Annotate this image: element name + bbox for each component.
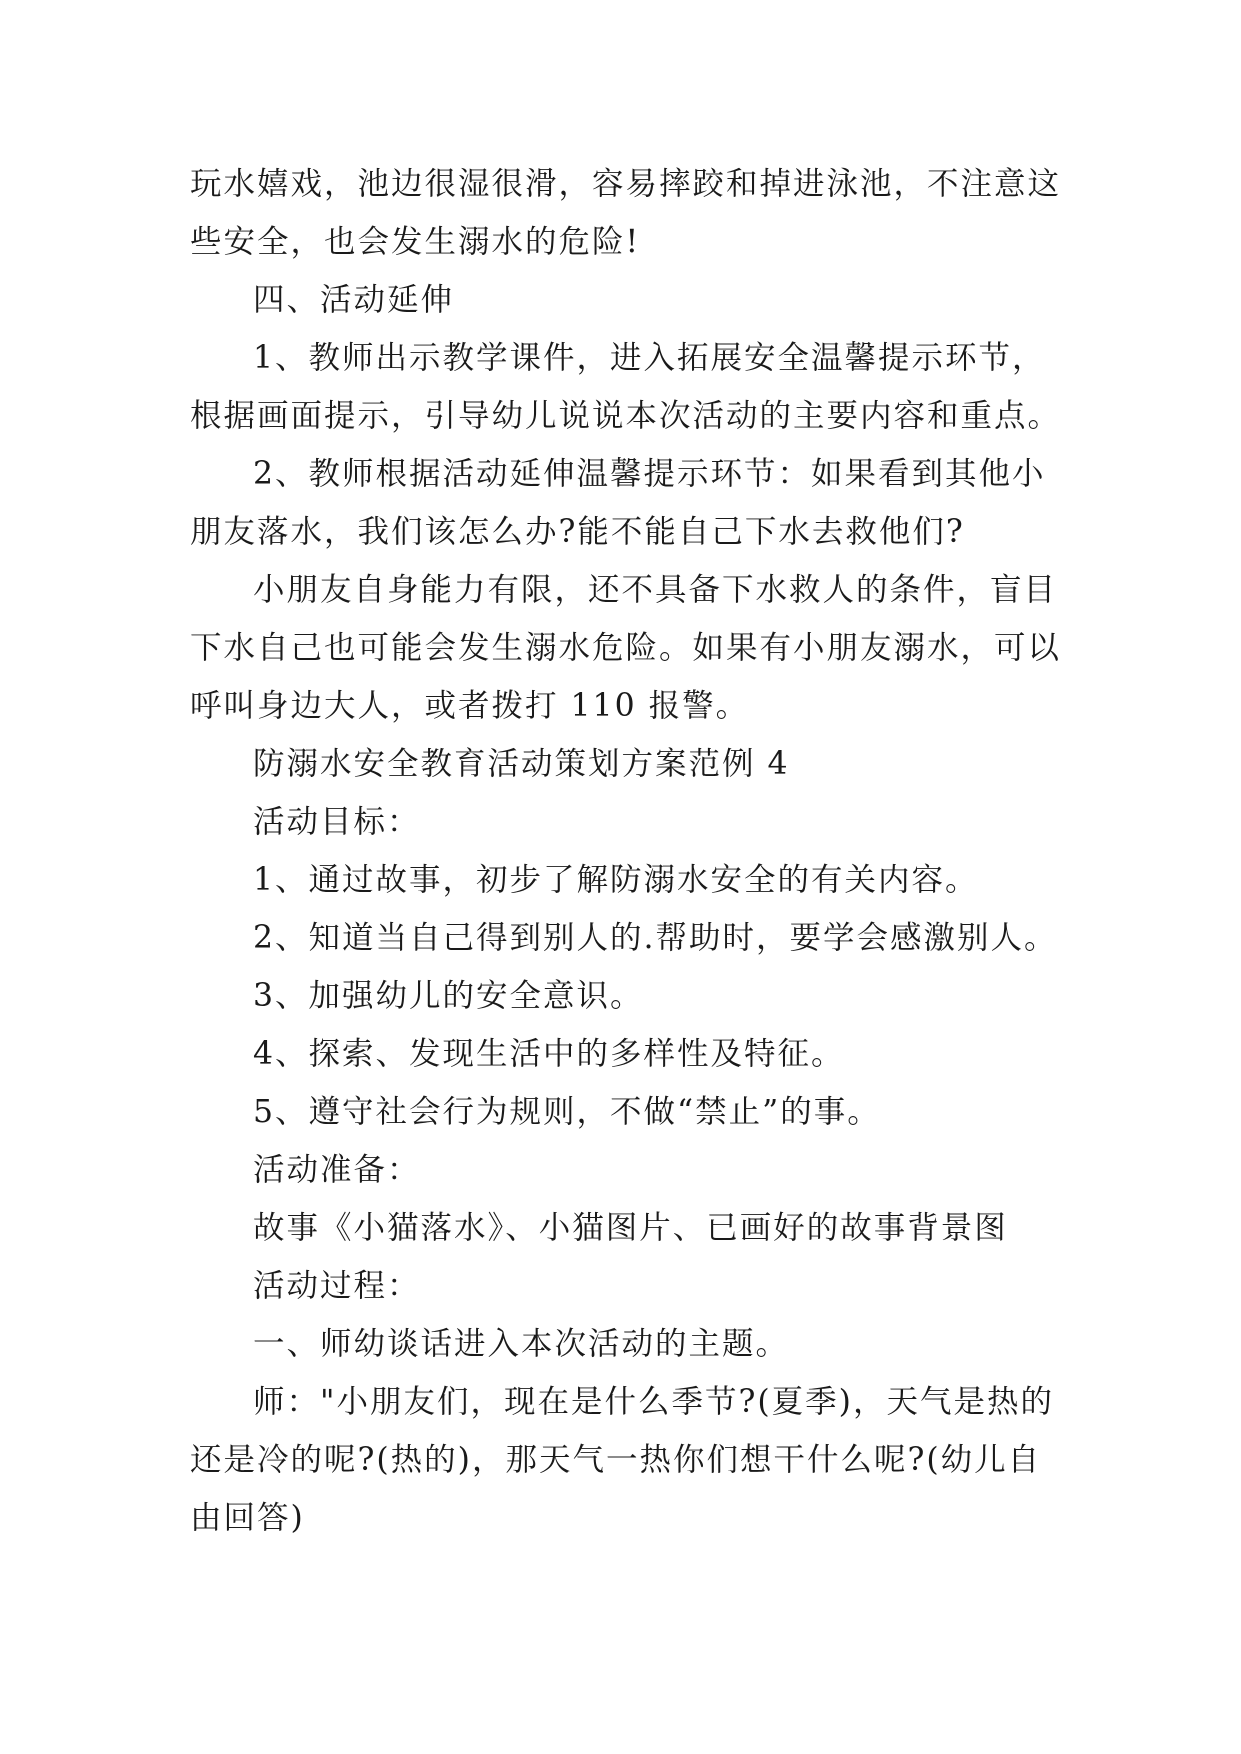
paragraph-line: 一、师幼谈话进入本次活动的主题。 — [253, 1326, 790, 1362]
paragraph-line: 呼叫身边大人，或者拨打 110 报警。 — [190, 688, 750, 724]
paragraph-line: 还是冷的呢?(热的)，那天气一热你们想干什么呢?(幼儿自 — [190, 1442, 1042, 1478]
paragraph-line: 小朋友自身能力有限，还不具备下水救人的条件，盲目 — [253, 572, 1058, 608]
paragraph-line: 2、教师根据活动延伸温馨提示环节：如果看到其他小 — [253, 456, 1046, 492]
paragraph-line: 1、教师出示教学课件，进入拓展安全温馨提示环节， — [253, 340, 1046, 376]
section-heading: 活动准备： — [253, 1152, 421, 1188]
list-item: 4、探索、发现生活中的多样性及特征。 — [253, 1036, 845, 1072]
section-heading: 四、活动延伸 — [253, 282, 455, 318]
paragraph-line: 师："小朋友们，现在是什么季节?(夏季)，天气是热的 — [253, 1384, 1054, 1420]
paragraph-line: 朋友落水，我们该怎么办?能不能自己下水去救他们? — [190, 514, 965, 550]
paragraph-line: 由回答) — [190, 1500, 305, 1536]
paragraph-line: 玩水嬉戏，池边很湿很滑，容易摔跤和掉进泳池，不注意这 — [190, 166, 1062, 202]
list-item: 1、通过故事，初步了解防溺水安全的有关内容。 — [253, 862, 979, 898]
document-title: 防溺水安全教育活动策划方案范例 4 — [253, 746, 790, 782]
paragraph-line: 些安全，也会发生溺水的危险! — [190, 224, 641, 260]
list-item: 5、遵守社会行为规则，不做“禁止”的事。 — [253, 1094, 881, 1130]
list-item: 2、知道当自己得到别人的.帮助时，要学会感激别人。 — [253, 920, 1058, 956]
document-body — [190, 155, 1070, 1547]
paragraph-line: 故事《小猫落水》、小猫图片、已画好的故事背景图 — [253, 1210, 1008, 1246]
section-heading: 活动目标： — [253, 804, 421, 840]
section-heading: 活动过程： — [253, 1268, 421, 1304]
list-item: 3、加强幼儿的安全意识。 — [253, 978, 644, 1014]
paragraph-line: 下水自己也可能会发生溺水危险。如果有小朋友溺水，可以 — [190, 630, 1062, 666]
paragraph-line: 根据画面提示，引导幼儿说说本次活动的主要内容和重点。 — [190, 398, 1062, 434]
